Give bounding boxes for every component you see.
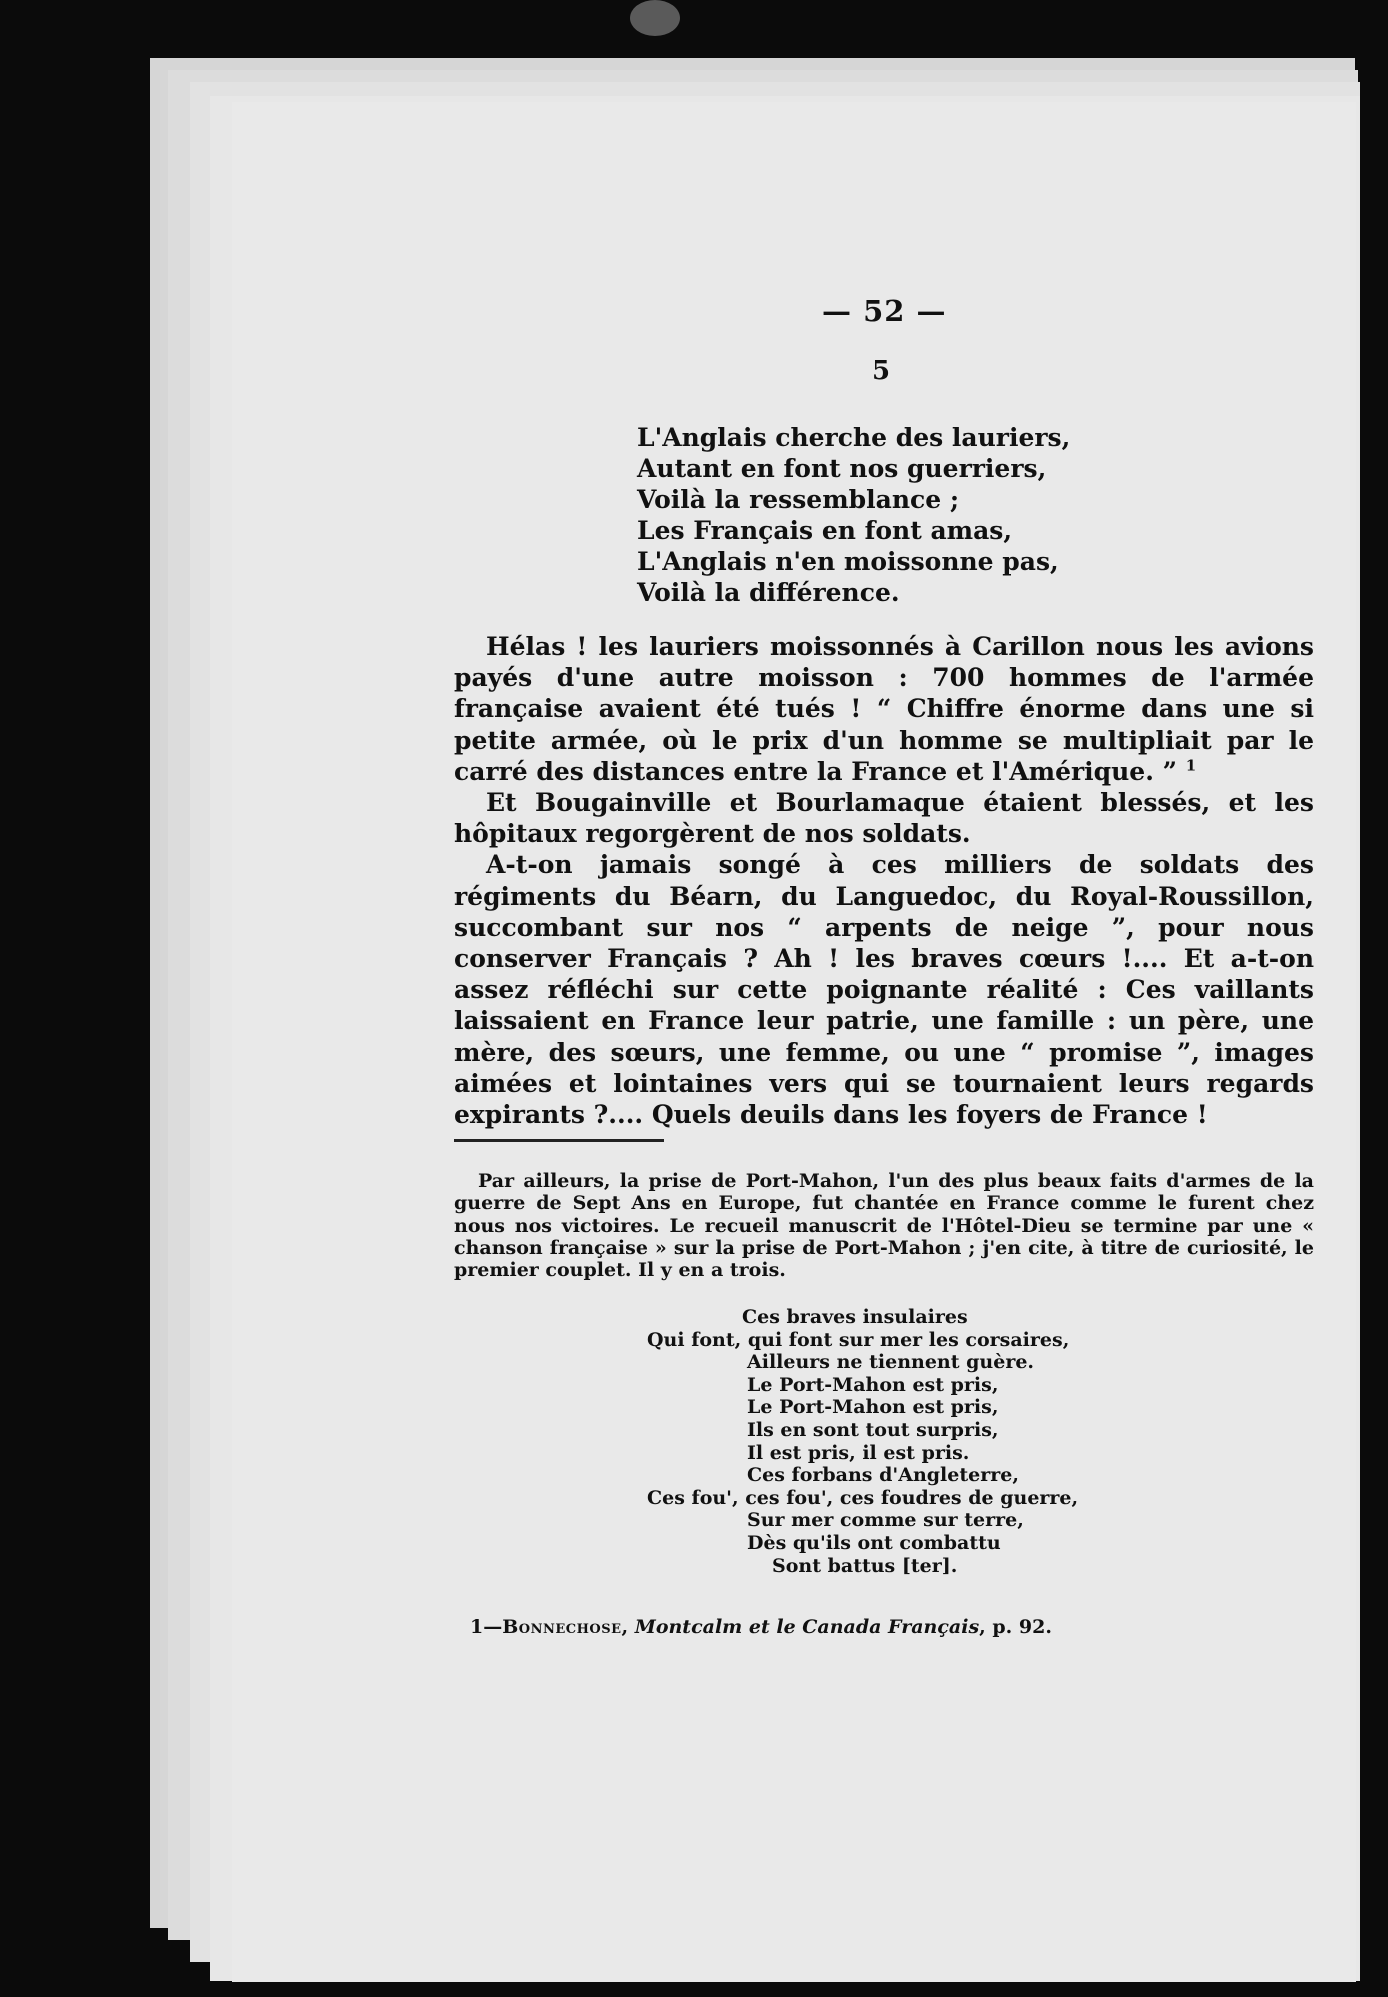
body-text: [454, 631, 1314, 1130]
song-line: Ces forbans d'Angleterre,: [747, 1464, 1019, 1487]
binding-stain: [630, 0, 680, 36]
song-line: Ils en sont tout surpris,: [747, 1418, 999, 1441]
footnote-note: [454, 1170, 1314, 1281]
song-line: Le Port-Mahon est pris,: [747, 1373, 999, 1396]
poem-stanza: [637, 422, 1070, 608]
footnote-divider: [454, 1139, 664, 1142]
song-line: Le Port-Mahon est pris,: [747, 1396, 999, 1419]
paragraph: Et Bougainville et Bourlamaque étaient blessés, et les hôpitaux regorgèrent de nos soldats.: [454, 788, 1314, 849]
stanza-line: Voilà la différence.: [637, 578, 900, 607]
song-line: Il est pris, il est pris.: [747, 1441, 970, 1464]
song-verse: [647, 1306, 1078, 1577]
paragraph: A-t-on jamais songé à ces milliers de soldats des régiments du Béarn, du Languedoc, du Royal-Roussillon, succombant sur nos “ arpents de neige ”, pour nous conserver Français ? Ah ! les braves cœurs !.... Et a-t-on assez réfléchi sur cette poignante réalité : Ces vaillants laissaient en France leur patrie, une famille : un père, une mère, des sœurs, une femme, ou une “ promise ”, images aimées et lointaines vers qui se tournaient leurs regards expirants ?.... Quels deuils dans les foyers de France !: [454, 850, 1314, 1130]
song-line: Sont battus [ter].: [772, 1554, 958, 1577]
stanza-line: Autant en font nos guerriers,: [637, 454, 1047, 483]
paragraph-text: Hélas ! les lauriers moissonnés à Carillon nous les avions payés d'une autre moisson : 700 hommes de l'armée française avaient été tués ! “ Chiffre énorme dans une si petite armée, où le prix d'un homme se multipliait par le carré des distances entre la France et l'Amérique. ”: [454, 632, 1314, 786]
page-number: — 52 —: [822, 294, 947, 328]
citation-page: , p. 92.: [979, 1616, 1052, 1638]
citation-number: 1—: [470, 1616, 503, 1638]
song-line: Ces braves insulaires: [742, 1306, 968, 1328]
song-line: Qui font, qui font sur mer les corsaires,: [647, 1328, 1070, 1351]
footnote-citation: 1—Bonnechose, Montcalm et le Canada Français, p. 92.: [470, 1616, 1052, 1638]
stanza-line: Voilà la ressemblance ;: [637, 485, 960, 514]
stanza-line: L'Anglais cherche des lauriers,: [637, 423, 1071, 452]
book-page: [232, 102, 1356, 1982]
citation-title: Montcalm et le Canada Français: [634, 1616, 980, 1638]
citation-author: Bonnechose: [502, 1616, 622, 1638]
song-line: Ces fou', ces fou', ces foudres de guerre,: [647, 1486, 1079, 1509]
footnote-paragraph: Par ailleurs, la prise de Port-Mahon, l'un des plus beaux faits d'armes de la guerre de Sept Ans en Europe, fut chantée en France comme le furent chez nous nos victoires. Le recueil manuscrit de l'Hôtel-Dieu se termine par une « chanson française » sur la prise de Port-Mahon ; j'en cite, à titre de curiosité, le premier couplet. Il y en a trois.: [454, 1170, 1314, 1282]
song-line: Sur mer comme sur terre,: [747, 1509, 1024, 1532]
stanza-number: 5: [872, 356, 891, 386]
song-line: Ailleurs ne tiennent guère.: [747, 1351, 1035, 1374]
stanza-line: L'Anglais n'en moissonne pas,: [637, 547, 1059, 576]
song-line: Dès qu'ils ont combattu: [747, 1531, 1001, 1554]
footnote-marker: 1: [1185, 756, 1197, 775]
stanza-line: Les Français en font amas,: [637, 516, 1013, 545]
paragraph: [454, 631, 1314, 787]
